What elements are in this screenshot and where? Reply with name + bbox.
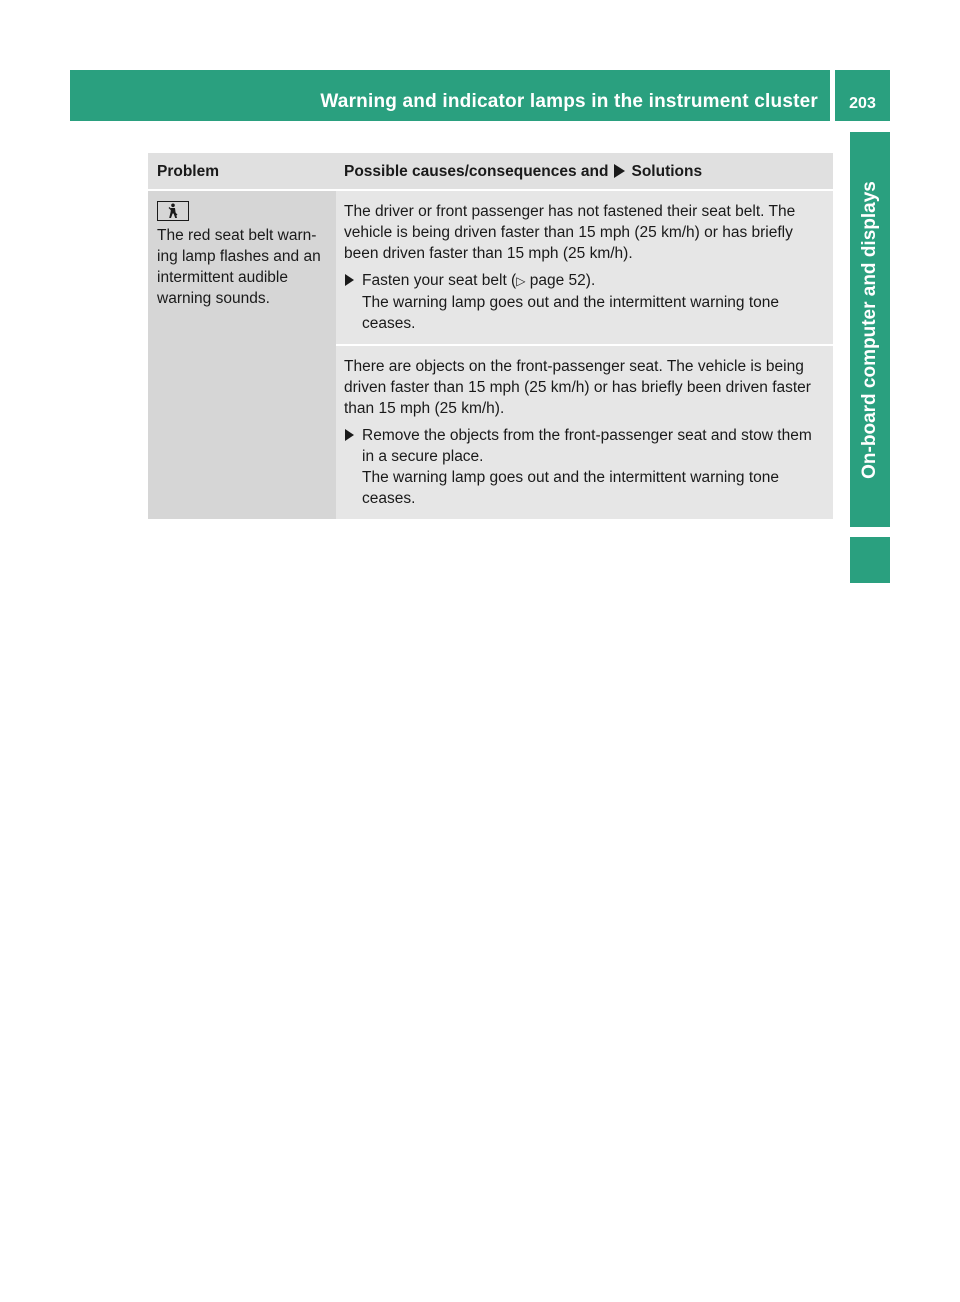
cause-text: There are objects on the front-passenger seat. The vehicle is being driven faster than 15 mph (25 km/h) or has briefly been driven faster than 15 mph (25 km/h). [344,358,811,417]
solution-step [344,270,827,334]
column-header-problem: Problem [157,162,220,180]
cause-text: The driver or front passenger has not fastened their seat belt. The vehicle is being driven faster than 15 mph (25 km/h) or has briefly been driven faster than 15 mph (25 km/h). [344,203,796,262]
page-reference-icon: ▷ [516,274,526,288]
step-instruction: Remove the objects from the front-passenger seat and stow them in a secure place. [362,427,812,465]
problem-text: The red seat belt warn-ing lamp flashes and an intermittent audible warning sounds. [157,227,321,307]
solution-block [336,191,833,344]
solution-step [344,425,827,509]
problem-cell [148,191,336,519]
step-result: The warning lamp goes out and the intermittent warning tone ceases. [362,294,780,332]
action-arrow-icon [345,274,354,286]
page-header-bar [70,70,830,121]
column-header-solutions-prefix: Possible causes/consequences and [344,162,609,180]
step-body [362,425,827,509]
solution-block [336,344,833,519]
table-header-row [148,153,833,191]
solutions-column [336,191,833,519]
column-header-solutions [336,161,833,182]
section-title: Warning and indicator lamps in the instrument cluster [320,91,818,112]
warning-lamp-table [148,153,833,519]
step-instruction [362,270,827,292]
column-header-solutions-suffix: Solutions [631,162,703,180]
table-row [148,191,833,519]
step-body [362,270,827,334]
page-number-box [835,70,890,121]
chapter-marker-block [850,537,890,583]
chapter-side-label: On-board computer and displays [859,181,880,479]
action-arrow-icon [345,429,354,441]
action-arrow-icon [614,164,625,178]
page-number: 203 [849,95,876,112]
step-result: The warning lamp goes out and the intermittent warning tone ceases. [362,469,780,507]
step-text: Fasten your seat belt ( [362,272,517,289]
seatbelt-warning-icon [157,201,189,221]
page-reference-link[interactable]: page 52). [525,272,596,289]
